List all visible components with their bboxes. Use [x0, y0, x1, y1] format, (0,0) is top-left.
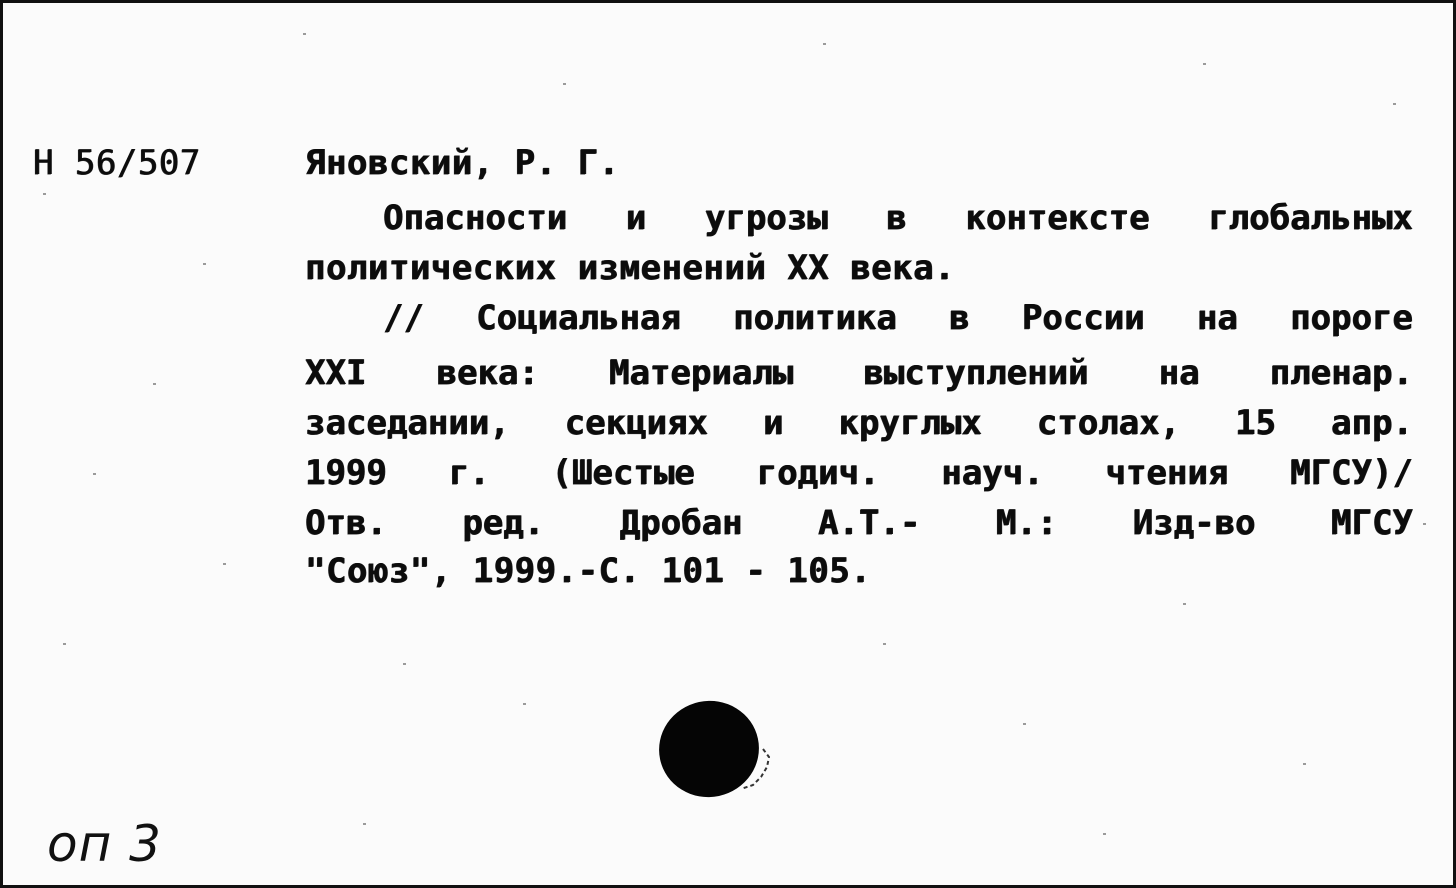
source-word: выступлений [863, 353, 1089, 393]
source-word: ред. [462, 503, 545, 543]
source-word: 15 [1235, 403, 1277, 443]
title-word: в [886, 198, 907, 238]
source-line-5 [305, 503, 1413, 543]
shelfmark: Н 56/507 [33, 143, 201, 183]
source-word: годич. [756, 453, 880, 493]
source-word: круглых [838, 403, 982, 443]
source-word: М.: [995, 503, 1058, 543]
source-word: Отв. [305, 503, 387, 543]
punch-hole-edge [733, 743, 773, 793]
source-word: России [1021, 298, 1145, 338]
title-word: глобальных [1208, 198, 1413, 238]
source-word: на [1196, 298, 1238, 338]
source-word: заседании, [305, 403, 510, 443]
source-word: науч. [941, 453, 1044, 493]
source-word: апр. [1331, 403, 1413, 443]
source-word: пленар. [1269, 353, 1413, 393]
title-line-2: политических изменений XX века. [305, 248, 956, 288]
source-word: (Шестые [551, 453, 695, 493]
source-word: столах, [1036, 403, 1181, 443]
source-word: МГСУ)/ [1290, 453, 1413, 493]
source-word: Социальная [476, 298, 681, 338]
source-word: и [763, 403, 784, 443]
source-word: А.Т.- [818, 503, 921, 543]
source-word: в [949, 298, 970, 338]
source-line-6: "Союз", 1999.-С. 101 - 105. [305, 551, 872, 591]
source-line-3 [305, 403, 1413, 443]
source-word: Изд-во [1132, 503, 1256, 543]
title-word: контексте [965, 198, 1150, 238]
source-word: чтения [1105, 453, 1229, 493]
source-word: Дробан [619, 503, 743, 543]
source-word: политика [733, 298, 897, 338]
source-word: Материалы [609, 353, 794, 393]
source-word: 1999 [305, 453, 387, 493]
title-line-1 [383, 198, 1413, 238]
source-word: пороге [1290, 298, 1413, 338]
author: Яновский, Р. Г. [305, 143, 620, 183]
source-word: века: [436, 353, 539, 393]
source-word: на [1158, 353, 1200, 393]
source-line-4 [305, 453, 1413, 493]
source-word: секциях [564, 403, 708, 443]
source-word: XXI [305, 353, 367, 393]
title-word: и [625, 198, 647, 238]
source-word: г. [448, 453, 490, 493]
source-word: МГСУ [1331, 503, 1413, 543]
source-line-2 [305, 353, 1413, 393]
handwritten-note: оп 3 [47, 815, 162, 873]
source-line-1 [383, 298, 1413, 338]
title-word: угрозы [704, 198, 828, 238]
title-word: Опасности [383, 198, 568, 238]
source-word: // [383, 298, 424, 338]
